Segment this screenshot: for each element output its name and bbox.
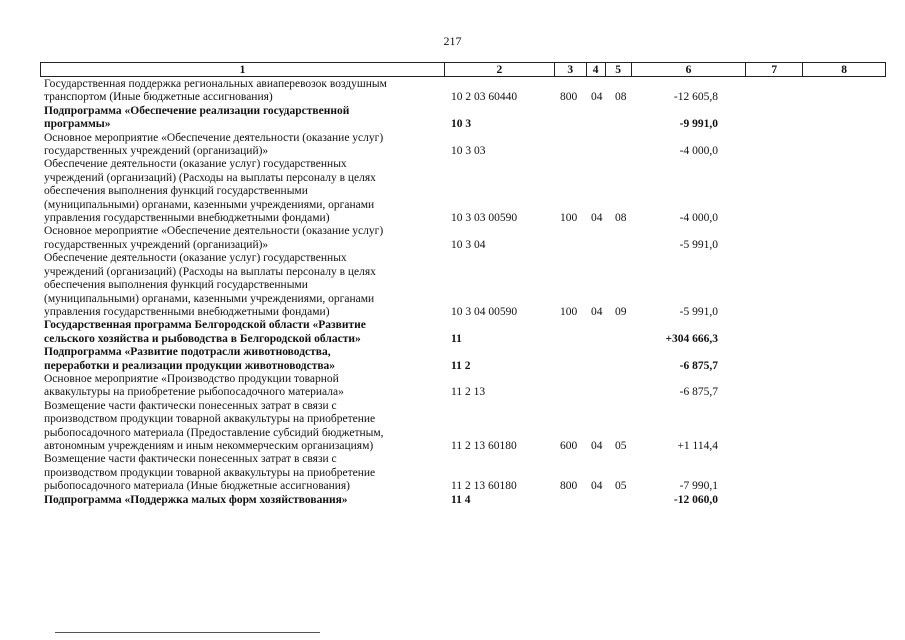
row-description: [44, 158, 438, 225]
table-row: [0, 252, 905, 319]
table-row: [0, 494, 905, 507]
description-line: Основное мероприятие «Производство продукции товарной: [44, 372, 339, 385]
row-code: 11 2 13 60180: [451, 480, 517, 493]
row-amount: +304 666,3: [665, 332, 718, 345]
row-amount: -4 000,0: [679, 145, 718, 158]
row-amount: -12 605,8: [673, 91, 718, 104]
row-amount: -5 991,0: [679, 238, 718, 251]
header-col-8: 8: [841, 63, 847, 76]
description-line: управления государственными внебюджетными фондами): [44, 212, 330, 225]
row-description: [44, 346, 438, 373]
description-line: автономным учреждениям и иным некоммерческим организациям): [44, 439, 374, 452]
description-line: государственных учреждений (организаций)»: [44, 238, 269, 251]
row-code: 10 3 04: [451, 238, 486, 251]
row-amount: +1 114,4: [677, 439, 718, 452]
description-line: Основное мероприятие «Обеспечение деятельности (оказание услуг): [44, 225, 384, 238]
row-description: [44, 225, 438, 252]
description-line: транспортом (Иные бюджетные ассигнования): [44, 91, 273, 104]
row-description: [44, 105, 438, 132]
description-line: Возмещение части фактически понесенных затрат в связи с: [44, 453, 337, 466]
row-section: 04: [591, 91, 603, 104]
row-subsection: 09: [615, 305, 627, 318]
description-line: (муниципальными) органами, казенными учреждениями, органами: [44, 292, 375, 305]
description-line: рыбопосадочного материала (Предоставление субсидий бюджетным,: [44, 426, 384, 439]
description-line: Подпрограмма «Обеспечение реализации государственной: [44, 104, 350, 117]
row-code: 10 3 03: [451, 145, 486, 158]
row-code: 11 4: [451, 493, 471, 506]
row-expense-type: 800: [560, 91, 578, 104]
row-description: [44, 78, 438, 105]
row-expense-type: 100: [560, 305, 578, 318]
row-amount: -9 991,0: [679, 118, 718, 131]
description-line: Государственная программа Белгородской области «Развитие: [44, 319, 366, 332]
row-section: 04: [591, 212, 603, 225]
description-line: Подпрограмма «Поддержка малых форм хозяйствования»: [44, 493, 348, 506]
description-line: Подпрограмма «Развитие подотрасли животноводства,: [44, 346, 331, 359]
row-amount: -12 060,0: [673, 493, 718, 506]
description-line: рыбопосадочного материала (Иные бюджетные ассигнования): [44, 480, 351, 493]
budget-table-body: [0, 78, 905, 507]
row-section: 04: [591, 439, 603, 452]
header-col-5: 5: [606, 63, 632, 76]
page-number: 217: [443, 34, 462, 48]
row-code: 11 2: [451, 359, 471, 372]
row-code: 10 3: [451, 118, 472, 131]
row-description: [44, 132, 438, 159]
row-subsection: 05: [615, 480, 627, 493]
description-line: (муниципальными) органами, казенными учреждениями, органами: [44, 198, 375, 211]
row-amount: -6 875,7: [679, 359, 718, 372]
description-line: производством продукции товарной аквакультуры на приобретение: [44, 466, 376, 479]
description-line: обеспечения выполнения функций государственными: [44, 185, 308, 198]
description-line: государственных учреждений (организаций)»: [44, 145, 269, 158]
description-line: переработки и реализации продукции животноводства»: [44, 359, 336, 372]
table-row: [0, 132, 905, 159]
description-line: Обеспечение деятельности (оказание услуг) государственных: [44, 252, 347, 265]
header-col-2: 2: [445, 63, 555, 76]
row-code: 10 3 04 00590: [451, 305, 518, 318]
description-line: обеспечения выполнения функций государственными: [44, 279, 308, 292]
row-code: 10 2 03 60440: [451, 91, 518, 104]
description-line: Возмещение части фактически понесенных затрат в связи с: [44, 399, 337, 412]
table-row: [0, 373, 905, 400]
description-line: управления государственными внебюджетными фондами): [44, 305, 330, 318]
row-amount: -5 991,0: [679, 305, 718, 318]
header-col-4: 4: [587, 63, 606, 76]
row-expense-type: 100: [560, 212, 578, 225]
description-line: программы»: [44, 118, 111, 131]
row-subsection: 05: [615, 439, 627, 452]
table-header: [40, 62, 886, 77]
header-col-3: 3: [555, 63, 587, 76]
header-col-6: 6: [632, 63, 747, 76]
row-code: 11 2 13: [451, 386, 486, 399]
row-expense-type: 600: [560, 439, 578, 452]
description-line: производством продукции товарной аквакультуры на приобретение: [44, 413, 376, 426]
table-row: [0, 78, 905, 105]
row-description: [44, 494, 438, 507]
table-row: [0, 400, 905, 454]
description-line: Государственная поддержка региональных авиаперевозок воздушным: [44, 78, 387, 90]
description-line: учреждений (организаций) (Расходы на выплаты персоналу в целях: [44, 171, 376, 184]
row-code: 10 3 03 00590: [451, 212, 518, 225]
description-line: учреждений (организаций) (Расходы на выплаты персоналу в целях: [44, 265, 376, 278]
table-row: [0, 225, 905, 252]
description-line: Обеспечение деятельности (оказание услуг) государственных: [44, 158, 347, 171]
table-row: [0, 158, 905, 225]
row-amount: -6 875,7: [679, 386, 718, 399]
description-line: сельского хозяйства и рыбоводства в Белгородской области»: [44, 332, 361, 345]
row-expense-type: 800: [560, 480, 578, 493]
row-subsection: 08: [615, 212, 627, 225]
description-line: Основное мероприятие «Обеспечение деятельности (оказание услуг): [44, 131, 384, 144]
row-section: 04: [591, 305, 603, 318]
row-subsection: 08: [615, 91, 627, 104]
header-col-1: 1: [41, 63, 445, 76]
row-section: 04: [591, 480, 603, 493]
row-description: [44, 252, 438, 319]
row-amount: -4 000,0: [679, 212, 718, 225]
row-description: [44, 400, 438, 454]
header-col-7: 7: [746, 63, 803, 76]
row-description: [44, 453, 438, 493]
row-code: 11 2 13 60180: [451, 439, 517, 452]
footer-divider: [55, 632, 320, 633]
table-row: [0, 105, 905, 132]
row-description: [44, 373, 438, 400]
table-row: [0, 453, 905, 493]
row-code: 11: [451, 332, 462, 345]
table-row: [0, 346, 905, 373]
description-line: аквакультуры на приобретение рыбопосадочного материала»: [44, 386, 344, 399]
table-row: [0, 319, 905, 346]
row-amount: -7 990,1: [679, 480, 718, 493]
row-description: [44, 319, 438, 346]
